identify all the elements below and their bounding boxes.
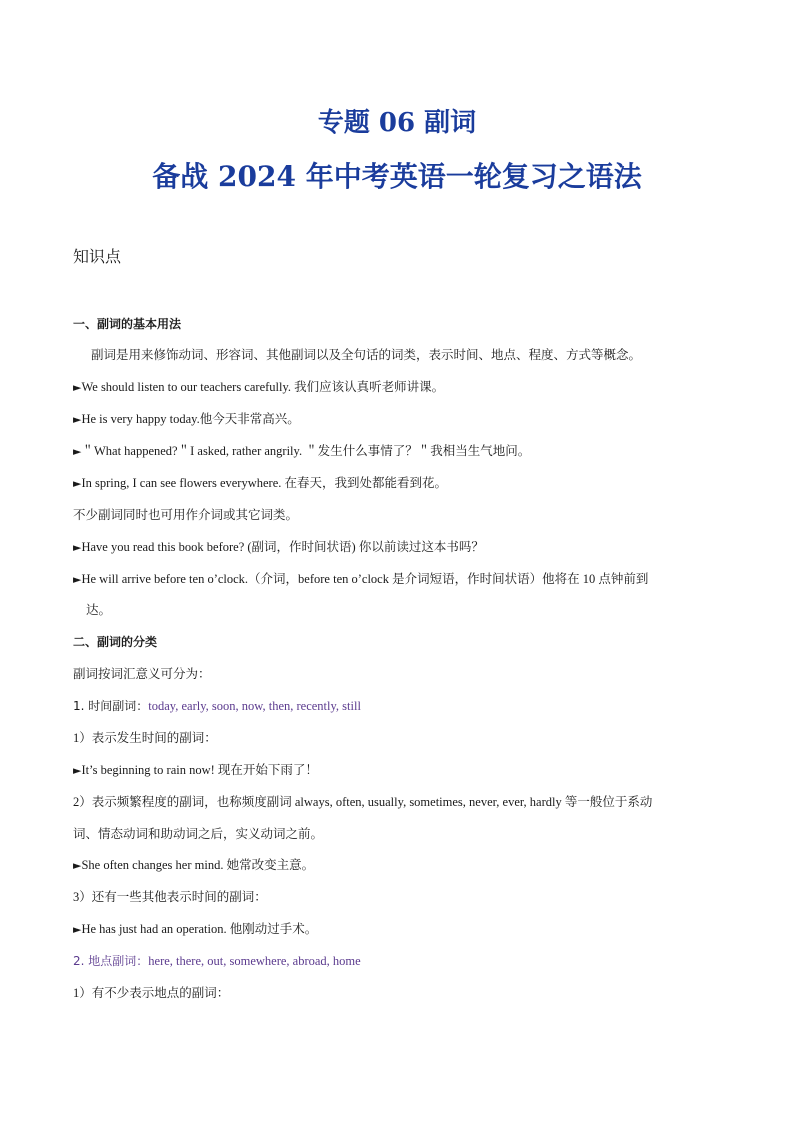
example-text: He is very happy today.他今天非常高兴。 [81,412,300,426]
bullet-arrow-icon: ► [73,573,82,586]
subpoint: 2）表示频繁程度的副词，也称频度副词 always, often, usually, sometimes, never, ever, hardly 等一般位于系动 [73,795,653,809]
bullet-arrow-icon: ► [73,381,82,394]
category-words: here, there, out, somewhere, abroad, home [148,954,361,968]
bullet-arrow-icon: ► [73,477,82,490]
subpoint-continuation: 词、情态动词和助动词之后，实义动词之前。 [73,827,324,841]
bullet-arrow-icon: ► [73,764,82,777]
example-line [73,920,317,939]
example-line [73,474,447,493]
category-time-adverbs [73,697,361,715]
category-words: today, early, soon, now, then, recently, still [148,699,361,713]
bullet-arrow-icon: ► [73,413,82,426]
example-text: He has just had an operation. 他刚动过手术。 [81,922,318,936]
example-text: It’s beginning to rain now! 现在开始下雨了！ [81,763,318,777]
bullet-arrow-icon: ► [73,923,82,936]
heading-classification: 二、副词的分类 [73,635,158,649]
category-place-adverbs [73,952,361,970]
section-label-knowledge: 知识点 [73,247,122,266]
example-text: He will arrive before ten o’clock.（介词，before ten o’clock 是介词短语，作时间状语）他将在 10 点钟前到 [81,572,649,586]
bullet-arrow-icon: ► [73,445,82,458]
example-text: In spring, I can see flowers everywhere. 在春天，我到处都能看到花。 [81,476,448,490]
bullet-arrow-icon: ► [73,859,82,872]
document-subtitle: 备战 2024 年中考英语一轮复习之语法 [152,160,642,193]
example-line [73,570,648,589]
heading-basic-usage: 一、副词的基本用法 [73,317,182,331]
subpoint: 3）还有一些其他表示时间的副词： [73,890,267,904]
subpoint: 1）有不少表示地点的副词： [73,986,230,1000]
example-line [73,410,300,429]
category-label: 1. 时间副词： [73,699,149,713]
example-line [73,442,530,461]
document-title: 专题 06 副词 [317,108,477,138]
example-line [73,378,444,397]
example-text: She often changes her mind. 她常改变主意。 [81,858,315,872]
example-line [73,761,318,780]
example-text: Have you read this book before? (副词，作时间状语) 你以前读过这本书吗？ [81,540,484,554]
subpoint: 1）表示发生时间的副词： [73,731,217,745]
category-label: 2. 地点副词： [73,954,149,968]
example-line [73,856,314,875]
example-line [73,538,484,557]
paragraph-definition: 副词是用来修饰动词、形容词、其他副词以及全句话的词类，表示时间、地点、程度、方式等概念。 [91,348,642,362]
example-text: ＂What happened?＂I asked, rather angrily. ＂发生什么事情了？＂我相当生气地问。 [81,444,531,458]
bullet-arrow-icon: ► [73,541,82,554]
paragraph-classification: 副词按词汇意义可分为： [73,667,211,681]
paragraph-note: 不少副词同时也可用作介词或其它词类。 [73,508,299,522]
example-continuation: 达。 [86,603,112,617]
example-text: We should listen to our teachers carefully. 我们应该认真听老师讲课。 [81,380,445,394]
